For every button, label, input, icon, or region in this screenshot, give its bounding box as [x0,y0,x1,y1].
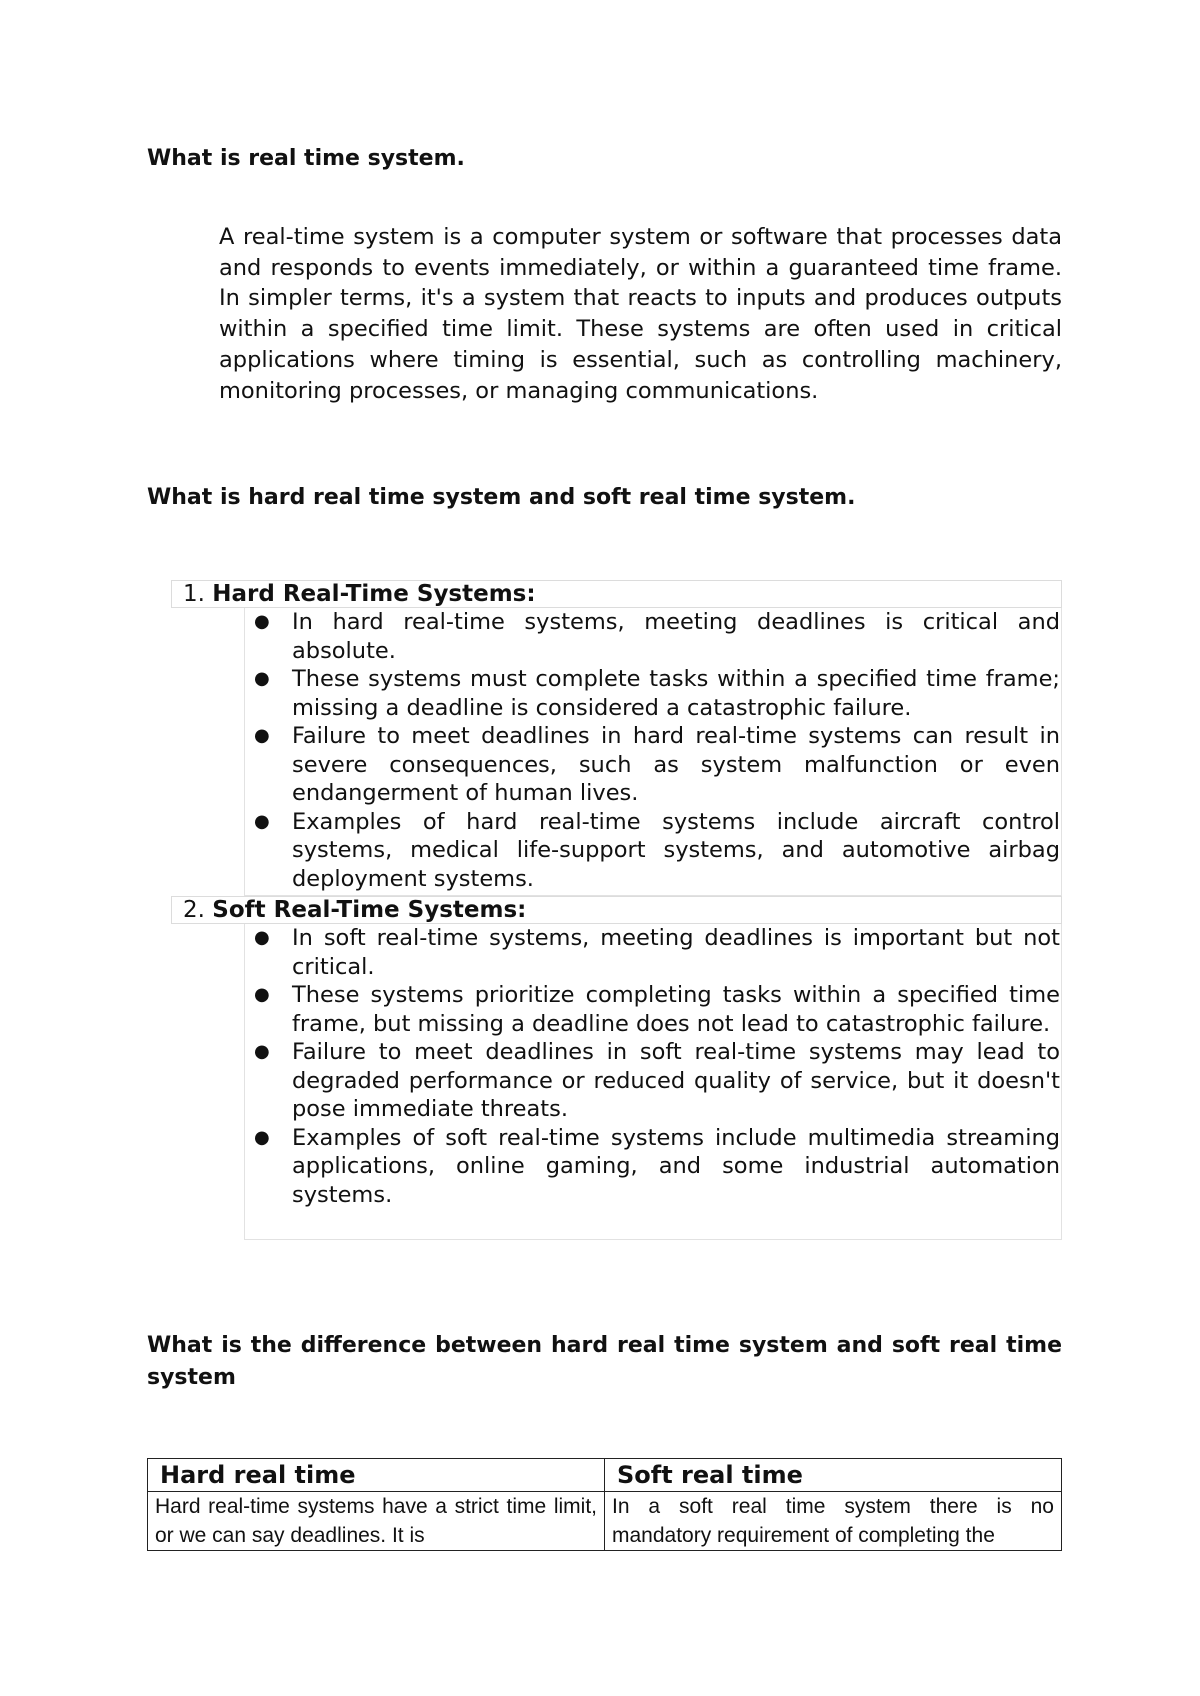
bullet-text: In hard real-time systems, meeting deadlines is critical and absolute. [292,609,1060,664]
heading-what-is-real-time-system: What is real time system. [147,146,465,171]
bullet-icon: ● [254,611,270,632]
bullet-text: In soft real-time systems, meeting deadlines is important but not critical. [292,925,1060,980]
bullet-icon: ● [254,668,270,689]
bullet-text: Examples of soft real-time systems include multimedia streaming applications, online gaming, and some industrial automation systems. [292,1124,1060,1208]
list-item-title: Soft Real-Time Systems: [212,897,527,923]
table-cell-text: Hard real-time systems have a strict time limit, or we can say deadlines. It is [155,1495,597,1547]
bullet-text: Failure to meet deadlines in hard real-time systems can result in severe consequences, such as system malfunction or even endangerment of human lives. [292,723,1060,806]
bullet-item [244,608,1062,665]
bullet-text: Failure to meet deadlines in soft real-time systems may lead to degraded performance or reduced quality of service, but it doesn't pose immediate threats. [292,1039,1060,1122]
table-row [148,1492,1062,1551]
list-item-number: 2. [183,897,205,923]
real-time-system-definition: A real-time system is a computer system or software that processes data and responds to events immediately, or within a guaranteed time frame. In simpler terms, it's a system that reacts to inputs and produces outputs within a specified time limit. These systems are often used in critical applications where timing is essential, such as controlling machinery, monitoring processes, or managing communications. [219,224,1062,404]
table-header-soft: Soft real time [605,1459,1062,1492]
bullet-icon: ● [254,984,270,1005]
table-cell-text: In a soft real time system there is no mandatory requirement of completing the [612,1495,1054,1547]
table-header-hard: Hard real time [148,1459,605,1492]
bullet-item [244,924,1062,981]
heading-difference-hard-soft: What is the difference between hard real time system and soft real time system [147,1333,1062,1390]
comparison-table [147,1458,1062,1551]
list-item-title: Hard Real-Time Systems: [212,581,536,607]
bullet-text: Examples of hard real-time systems include aircraft control systems, medical life-support systems, and automotive airbag deployment systems. [292,808,1060,892]
list-item-hard-real-time [183,580,536,608]
bullet-item [244,665,1062,722]
bullet-item [244,722,1062,808]
bullet-icon: ● [254,725,270,746]
list-item-soft-real-time [183,896,526,924]
list-item-number: 1. [183,581,205,607]
bullet-icon: ● [254,1126,270,1148]
table-cell [605,1492,1062,1551]
soft-real-time-bullet-list [244,924,1062,1209]
bullet-text: These systems must complete tasks within a specified time frame; missing a deadline is considered a catastrophic failure. [292,666,1060,721]
bullet-item [244,981,1062,1038]
bullet-item [244,808,1062,894]
bullet-text: These systems prioritize completing tasks within a specified time frame, but missing a deadline does not lead to catastrophic failure. [292,982,1060,1037]
heading-hard-and-soft-real-time: What is hard real time system and soft real time system. [147,485,856,510]
table-cell [148,1492,605,1551]
bullet-icon: ● [254,1041,270,1062]
bullet-icon: ● [254,810,270,832]
hard-real-time-bullet-list [244,608,1062,893]
bullet-item [244,1124,1062,1210]
bullet-icon: ● [254,927,270,948]
bullet-item [244,1038,1062,1124]
table-header-row [148,1459,1062,1492]
